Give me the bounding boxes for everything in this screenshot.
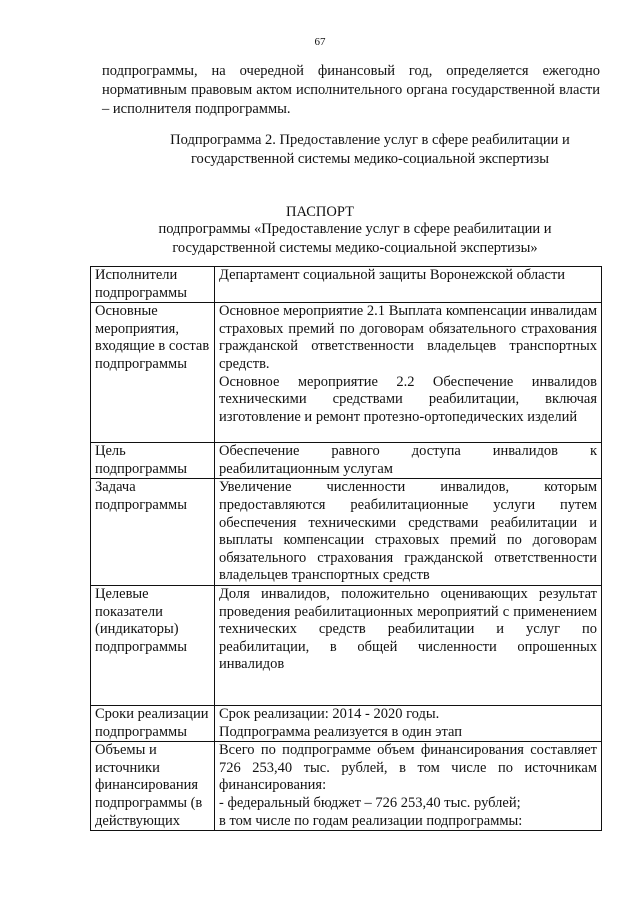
row-paragraph: Основное мероприятие 2.2 Обеспечение инвалидов техническими средствами реабилитации, включая изготовление и ремонт протезно-ортопедических изделий xyxy=(219,373,597,425)
row-content xyxy=(215,479,602,586)
row-label: Целевые показатели (индикаторы) подпрограммы xyxy=(91,585,215,705)
passport-subtitle: подпрограммы «Предоставление услуг в сфере реабилитации и государственной системы медико-социальной экспертизы» xyxy=(158,221,552,256)
row-label: Сроки реализации подпрограммы xyxy=(91,705,215,741)
row-label: Задача подпрограммы xyxy=(91,479,215,586)
row-paragraph: Увеличение численности инвалидов, которым предоставляются реабилитационные услуги путем обеспечения техническими средствами реабилитации и выплаты компенсации страховых премий по договорам обязательного страхования гражданской ответственности владельцев транспортных средств xyxy=(219,479,597,584)
table-row xyxy=(91,705,602,741)
table-row xyxy=(91,267,602,303)
row-content xyxy=(215,303,602,443)
row-label: Объемы и источники финансирования подпрограммы (в действующих xyxy=(91,742,215,831)
subprogram-heading: Подпрограмма 2. Предоставление услуг в сфере реабилитации и государственной системы медико-социальной экспертизы xyxy=(170,132,570,167)
row-content xyxy=(215,267,602,303)
table-row xyxy=(91,742,602,831)
row-paragraph: - федеральный бюджет – 726 253,40 тыс. рублей; xyxy=(219,794,521,811)
row-content xyxy=(215,705,602,741)
row-content xyxy=(215,443,602,479)
row-paragraph: Основное мероприятие 2.1 Выплата компенсации инвалидам страховых премий по договорам обязательного страхования гражданской ответственности владельцев транспортных средств. xyxy=(219,303,597,372)
row-paragraph: Срок реализации: 2014 - 2020 годы. xyxy=(219,705,440,722)
row-content xyxy=(215,742,602,831)
row-paragraph: в том числе по годам реализации подпрограммы: xyxy=(219,812,523,829)
row-paragraph: Обеспечение равного доступа инвалидов к реабилитационным услугам xyxy=(219,443,597,477)
passport-title: ПАСПОРТ xyxy=(286,204,354,220)
row-content xyxy=(215,585,602,705)
row-paragraph: Доля инвалидов, положительно оценивающих результат проведения реабилитационных мероприятий с применением технических средств реабилитации и услуг по реабилитации, в общей численности опрошенных инвалидов xyxy=(219,585,597,673)
row-paragraph: Подпрограмма реализуется в один этап xyxy=(219,723,463,740)
intro-paragraph: подпрограммы, на очередной финансовый год, определяется ежегодно нормативным правовым актом исполнительного органа государственной власти – исполнителя подпрограммы. xyxy=(102,63,600,117)
table-row xyxy=(91,479,602,586)
table-row xyxy=(91,585,602,705)
passport-table xyxy=(90,266,602,831)
table-row xyxy=(91,443,602,479)
row-label: Цель подпрограммы xyxy=(91,443,215,479)
row-paragraph: Департамент социальной защиты Воронежской области xyxy=(219,267,566,283)
row-label: Исполнители подпрограммы xyxy=(91,267,215,303)
row-paragraph: Всего по подпрограмме объем финансирования составляет 726 253,40 тыс. рублей, в том числе по источникам финансирования: xyxy=(219,742,597,794)
table-row xyxy=(91,303,602,443)
page-number: 67 xyxy=(314,36,326,48)
row-label: Основные мероприятия, входящие в состав подпрограммы xyxy=(91,303,215,443)
